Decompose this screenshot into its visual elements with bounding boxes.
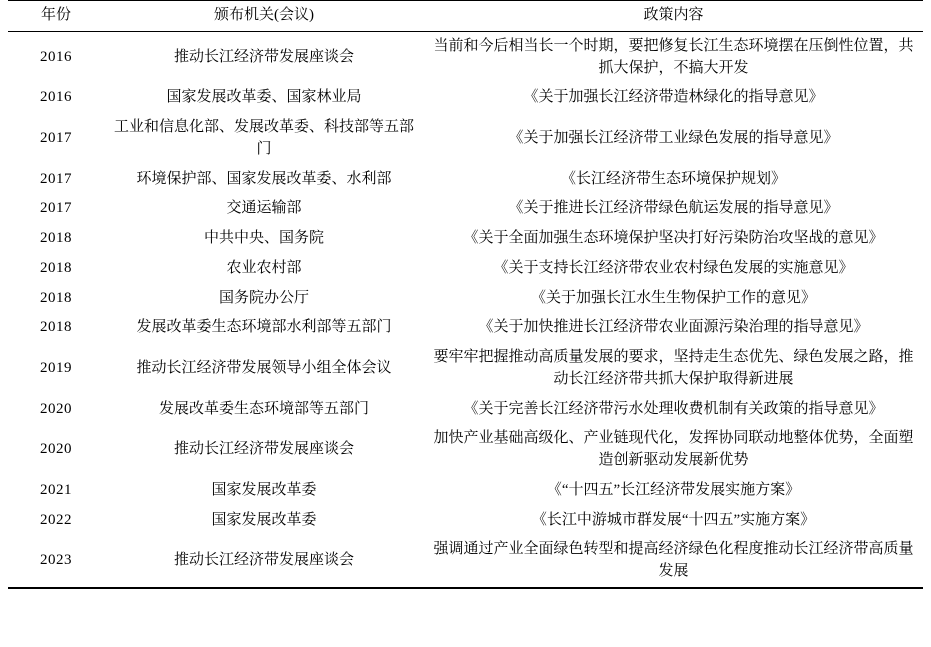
table-row [8,254,923,284]
cell-year: 2020 [40,400,72,417]
cell-content: 《关于加快推进长江经济带农业面源污染治理的指导意见》 [478,319,869,336]
cell-content: 《关于加强长江经济带造林绿化的指导意见》 [523,89,824,106]
table-row [8,343,923,395]
cell-organization: 推动长江经济带发展座谈会 [173,552,354,569]
cell-year: 2018 [40,289,72,306]
cell-organization: 国家发展改革委、国家林业局 [166,89,362,106]
table-header-row [8,1,923,32]
table-row [8,165,923,195]
cell-year: 2022 [40,511,72,528]
column-header-organization: 颁布机关(会议) [214,7,314,23]
cell-content: 强调通过产业全面绿色转型和提高经济绿色化程度推动长江经济带高质量发展 [433,541,914,579]
table-row [8,83,923,113]
cell-year: 2020 [40,441,72,458]
cell-organization: 推动长江经济带发展座谈会 [173,441,354,458]
cell-content: 《关于支持长江经济带农业农村绿色发展的实施意见》 [493,259,854,276]
cell-organization: 中共中央、国务院 [203,230,324,246]
table-row [8,476,923,506]
table-row [8,113,923,165]
cell-organization: 发展改革委生态环境部水利部等五部门 [136,319,392,336]
column-header-content: 政策内容 [643,7,704,23]
table-body [8,31,923,588]
cell-year: 2019 [40,359,72,376]
cell-organization: 农业农村部 [226,259,302,276]
cell-year: 2023 [40,552,72,569]
cell-year: 2018 [40,319,72,336]
cell-organization: 交通运输部 [226,200,302,217]
cell-content: 当前和今后相当长一个时期，要把修复长江生态环境摆在压倒性位置，共抓大保护，不搞大开发 [433,37,914,76]
cell-year: 2017 [40,170,72,187]
cell-organization: 环境保护部、国家发展改革委、水利部 [136,170,392,187]
cell-year: 2016 [40,48,72,65]
table-header [8,1,923,32]
table-row [8,194,923,224]
table-row [8,224,923,254]
table-row [8,395,923,425]
cell-content: 《关于完善长江经济带污水处理收费机制有关政策的指导意见》 [463,400,884,417]
table-row [8,424,923,476]
column-header-year: 年份 [40,7,71,23]
table-row [8,535,923,588]
cell-year: 2018 [40,259,72,276]
cell-organization: 国务院办公厅 [218,289,309,306]
policy-table [8,0,923,589]
cell-organization: 国家发展改革委 [211,481,317,498]
cell-organization: 工业和信息化部、发展改革委、科技部等五部门 [113,119,414,157]
table-row [8,313,923,343]
table-row [8,506,923,536]
table-row [8,31,923,83]
cell-content: 《关于全面加强生态环境保护坚决打好污染防治攻坚战的意见》 [463,230,884,246]
cell-year: 2021 [40,481,72,498]
cell-content: 《关于加强长江经济带工业绿色发展的指导意见》 [508,129,839,146]
table-row [8,284,923,314]
cell-organization: 推动长江经济带发展领导小组全体会议 [136,359,392,376]
cell-year: 2016 [40,89,72,106]
cell-content: 《关于推进长江经济带绿色航运发展的指导意见》 [508,200,839,217]
cell-content: 《关于加强长江水生生物保护工作的意见》 [530,289,816,306]
cell-year: 2018 [40,230,72,246]
cell-content: 《长江经济带生态环境保护规划》 [560,170,786,187]
cell-content: 要牢牢把握推动高质量发展的要求，坚持走生态优先、绿色发展之路，推动长江经济带共抓大保护取得新进展 [433,349,914,387]
cell-content: 《长江中游城市群发展“十四五”实施方案》 [531,511,816,528]
cell-content: 《“十四五”长江经济带发展实施方案》 [546,481,801,498]
cell-year: 2017 [40,129,72,146]
cell-content: 加快产业基础高级化、产业链现代化，发挥协同联动地整体优势，全面塑造创新驱动发展新优势 [433,430,914,468]
cell-organization: 国家发展改革委 [211,511,317,528]
cell-year: 2017 [40,200,72,217]
cell-organization: 发展改革委生态环境部等五部门 [158,400,369,417]
cell-organization: 推动长江经济带发展座谈会 [173,48,354,65]
